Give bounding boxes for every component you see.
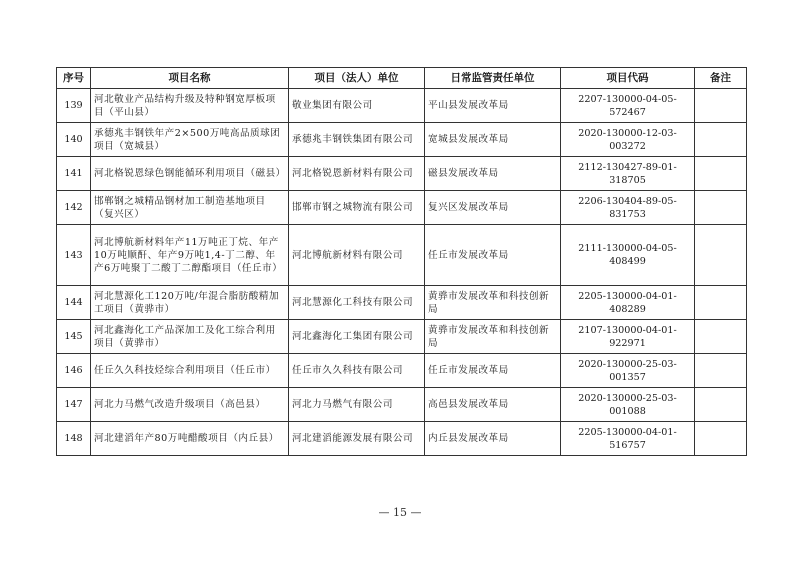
cell-project-code: 2112-130427-89-01-318705 <box>561 157 695 191</box>
cell-remarks <box>695 422 747 456</box>
header-remarks: 备注 <box>695 68 747 89</box>
cell-project-code: 2207-130000-04-05-572467 <box>561 89 695 123</box>
cell-project-name: 河北慧源化工120万吨/年混合脂肪酸精加工项目（黄骅市） <box>91 286 289 320</box>
header-project-name: 项目名称 <box>91 68 289 89</box>
cell-project-code: 2111-130000-04-05-408499 <box>561 225 695 286</box>
cell-project-code: 2020-130000-25-03-001357 <box>561 354 695 388</box>
cell-serial: 142 <box>57 191 91 225</box>
cell-project-name: 河北格锐恩绿色钢能循环利用项目（磁县） <box>91 157 289 191</box>
table-row <box>57 320 747 354</box>
header-serial: 序号 <box>57 68 91 89</box>
table-row <box>57 191 747 225</box>
header-supervision-unit: 日常监管责任单位 <box>425 68 561 89</box>
cell-project-name: 河北鑫海化工产品深加工及化工综合利用项目（黄骅市） <box>91 320 289 354</box>
cell-project-unit: 河北建滔能源发展有限公司 <box>289 422 425 456</box>
cell-project-name: 邯郸钢之城精品钢材加工制造基地项目（复兴区） <box>91 191 289 225</box>
cell-project-unit: 承德兆丰钢铁集团有限公司 <box>289 123 425 157</box>
cell-supervision-unit: 平山县发展改革局 <box>425 89 561 123</box>
table-row <box>57 157 747 191</box>
cell-serial: 148 <box>57 422 91 456</box>
cell-project-name: 任丘久久科技烃综合利用项目（任丘市） <box>91 354 289 388</box>
cell-project-name: 承德兆丰钢铁年产2×500万吨高品质球团项目（宽城县） <box>91 123 289 157</box>
cell-remarks <box>695 89 747 123</box>
header-project-unit: 项目（法人）单位 <box>289 68 425 89</box>
cell-project-unit: 河北力马燃气有限公司 <box>289 388 425 422</box>
cell-serial: 141 <box>57 157 91 191</box>
cell-serial: 145 <box>57 320 91 354</box>
cell-project-name: 河北博航新材料年产11万吨正丁烷、年产10万吨顺酐、年产9万吨1,4-丁二醇、年产6万吨聚丁二酸丁二醇酯项目（任丘市） <box>91 225 289 286</box>
cell-serial: 144 <box>57 286 91 320</box>
cell-supervision-unit: 复兴区发展改革局 <box>425 191 561 225</box>
project-table <box>56 67 747 456</box>
cell-project-code: 2205-130000-04-01-408289 <box>561 286 695 320</box>
cell-serial: 147 <box>57 388 91 422</box>
table-row <box>57 89 747 123</box>
cell-remarks <box>695 388 747 422</box>
header-project-code: 项目代码 <box>561 68 695 89</box>
cell-serial: 140 <box>57 123 91 157</box>
cell-supervision-unit: 黄骅市发展改革和科技创新局 <box>425 286 561 320</box>
cell-supervision-unit: 任丘市发展改革局 <box>425 225 561 286</box>
cell-remarks <box>695 320 747 354</box>
table-row <box>57 422 747 456</box>
cell-project-name: 河北建滔年产80万吨醋酸项目（内丘县） <box>91 422 289 456</box>
cell-project-unit: 任丘市久久科技有限公司 <box>289 354 425 388</box>
cell-remarks <box>695 191 747 225</box>
cell-project-name: 河北力马燃气改造升级项目（高邑县） <box>91 388 289 422</box>
cell-serial: 139 <box>57 89 91 123</box>
table-row <box>57 354 747 388</box>
page-number: — 15 — <box>378 506 422 519</box>
cell-supervision-unit: 宽城县发展改革局 <box>425 123 561 157</box>
cell-project-code: 2205-130000-04-01-516757 <box>561 422 695 456</box>
cell-project-name: 河北敬业产品结构升级及特种钢宽厚板项目（平山县） <box>91 89 289 123</box>
cell-serial: 143 <box>57 225 91 286</box>
cell-project-unit: 河北博航新材料有限公司 <box>289 225 425 286</box>
cell-remarks <box>695 286 747 320</box>
cell-remarks <box>695 354 747 388</box>
cell-serial: 146 <box>57 354 91 388</box>
cell-project-code: 2020-130000-12-03-003272 <box>561 123 695 157</box>
cell-remarks <box>695 225 747 286</box>
cell-supervision-unit: 任丘市发展改革局 <box>425 354 561 388</box>
cell-project-unit: 河北慧源化工科技有限公司 <box>289 286 425 320</box>
table-row <box>57 286 747 320</box>
cell-project-code: 2206-130404-89-05-831753 <box>561 191 695 225</box>
cell-remarks <box>695 157 747 191</box>
table-row <box>57 123 747 157</box>
cell-supervision-unit: 高邑县发展改革局 <box>425 388 561 422</box>
cell-supervision-unit: 黄骅市发展改革和科技创新局 <box>425 320 561 354</box>
table-header-row <box>57 68 747 89</box>
cell-remarks <box>695 123 747 157</box>
cell-supervision-unit: 内丘县发展改革局 <box>425 422 561 456</box>
table-row <box>57 225 747 286</box>
cell-supervision-unit: 磁县发展改革局 <box>425 157 561 191</box>
cell-project-unit: 河北格锐恩新材料有限公司 <box>289 157 425 191</box>
cell-project-unit: 敬业集团有限公司 <box>289 89 425 123</box>
cell-project-code: 2107-130000-04-01-922971 <box>561 320 695 354</box>
table-row <box>57 388 747 422</box>
cell-project-code: 2020-130000-25-03-001088 <box>561 388 695 422</box>
cell-project-unit: 河北鑫海化工集团有限公司 <box>289 320 425 354</box>
cell-project-unit: 邯郸市钢之城物流有限公司 <box>289 191 425 225</box>
